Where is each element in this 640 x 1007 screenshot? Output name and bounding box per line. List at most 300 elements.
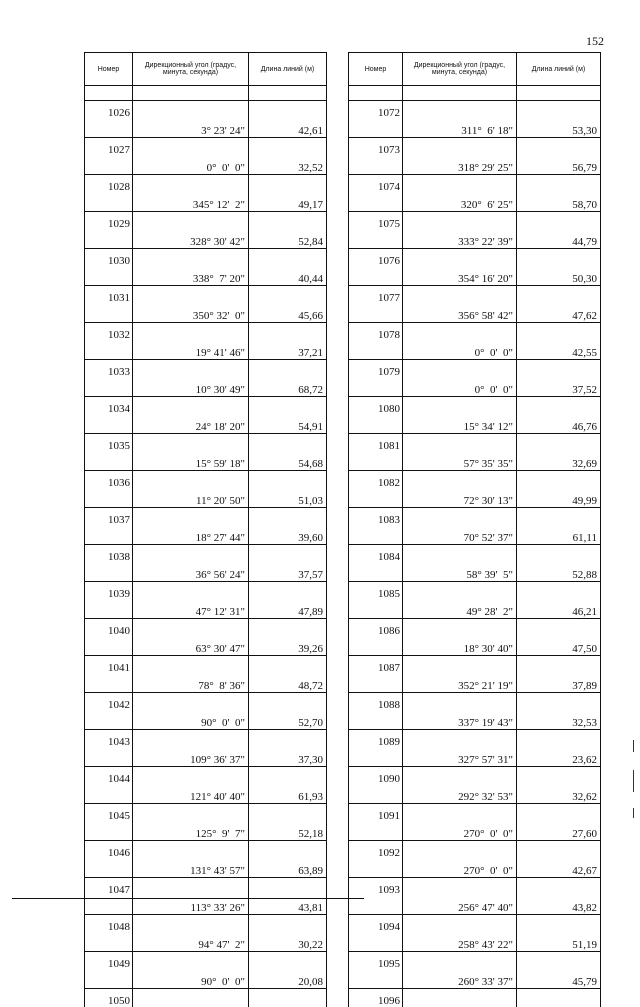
line-row [85, 452, 327, 471]
point-number: 1072 [349, 101, 403, 120]
point-row [85, 175, 327, 194]
empty-cell [403, 619, 517, 638]
point-row [85, 249, 327, 268]
line-length: 54,68 [249, 452, 327, 471]
empty-cell [517, 545, 601, 564]
empty-cell [517, 730, 601, 749]
direction-angle: 260° 33' 37" [403, 970, 517, 989]
empty-cell [85, 637, 133, 656]
point-row [349, 619, 601, 638]
empty-cell [349, 748, 403, 767]
line-row [85, 711, 327, 730]
direction-angle: 270° 0' 0" [403, 822, 517, 841]
direction-angle: 131° 43' 57" [133, 859, 249, 878]
point-row [85, 619, 327, 638]
empty-cell [349, 970, 403, 989]
point-number: 1082 [349, 471, 403, 490]
point-number: 1050 [85, 989, 133, 1007]
point-row [349, 397, 601, 416]
line-row [349, 970, 601, 989]
point-number: 1036 [85, 471, 133, 490]
point-row [85, 915, 327, 934]
scan-edge-mark [633, 808, 634, 818]
direction-angle: 258° 43' 22" [403, 933, 517, 952]
point-number: 1040 [85, 619, 133, 638]
point-row [85, 360, 327, 379]
point-number: 1086 [349, 619, 403, 638]
point-row [349, 323, 601, 342]
point-row [85, 508, 327, 527]
line-length: 32,69 [517, 452, 601, 471]
point-number: 1088 [349, 693, 403, 712]
empty-cell [85, 267, 133, 286]
column-header-number: Номер [85, 53, 133, 86]
line-length: 42,67 [517, 859, 601, 878]
empty-cell [133, 286, 249, 305]
direction-angle: 49° 28' 2" [403, 600, 517, 619]
line-length: 32,62 [517, 785, 601, 804]
spacer-cell [517, 86, 601, 101]
line-row [349, 267, 601, 286]
empty-cell [517, 323, 601, 342]
point-row [349, 730, 601, 749]
line-length: 43,82 [517, 896, 601, 915]
line-length: 52,70 [249, 711, 327, 730]
line-length: 42,55 [517, 341, 601, 360]
point-number: 1096 [349, 989, 403, 1007]
direction-angle: 11° 20' 50" [133, 489, 249, 508]
point-row [85, 693, 327, 712]
direction-angle: 57° 35' 35" [403, 452, 517, 471]
line-row [85, 674, 327, 693]
point-row [349, 952, 601, 971]
empty-cell [133, 619, 249, 638]
line-row [349, 896, 601, 915]
line-length: 37,30 [249, 748, 327, 767]
empty-cell [403, 508, 517, 527]
empty-cell [403, 989, 517, 1007]
empty-cell [349, 563, 403, 582]
empty-cell [85, 193, 133, 212]
line-length: 52,88 [517, 563, 601, 582]
line-row [349, 230, 601, 249]
empty-cell [249, 804, 327, 823]
empty-cell [517, 286, 601, 305]
line-length: 32,52 [249, 156, 327, 175]
point-row [349, 841, 601, 860]
direction-angle: 256° 47' 40" [403, 896, 517, 915]
direction-angle: 47° 12' 31" [133, 600, 249, 619]
empty-cell [249, 286, 327, 305]
empty-cell [349, 489, 403, 508]
empty-cell [249, 767, 327, 786]
line-row [85, 600, 327, 619]
point-row [85, 101, 327, 120]
line-length: 44,79 [517, 230, 601, 249]
point-number: 1078 [349, 323, 403, 342]
empty-cell [249, 101, 327, 120]
empty-cell [517, 508, 601, 527]
point-number: 1037 [85, 508, 133, 527]
line-length: 49,17 [249, 193, 327, 212]
point-row [349, 989, 601, 1007]
empty-cell [517, 397, 601, 416]
empty-cell [249, 323, 327, 342]
empty-cell [133, 397, 249, 416]
empty-cell [517, 175, 601, 194]
page-number: 152 [574, 34, 604, 49]
direction-angle: 90° 0' 0" [133, 970, 249, 989]
line-length: 51,19 [517, 933, 601, 952]
point-row [349, 767, 601, 786]
point-row [85, 952, 327, 971]
direction-angle: 121° 40' 40" [133, 785, 249, 804]
line-length: 37,57 [249, 563, 327, 582]
empty-cell [403, 545, 517, 564]
line-row [85, 637, 327, 656]
column-header-length: Длина линий (м) [517, 53, 601, 86]
point-number: 1089 [349, 730, 403, 749]
direction-angle: 10° 30' 49" [133, 378, 249, 397]
line-length: 37,21 [249, 341, 327, 360]
empty-cell [517, 952, 601, 971]
direction-angle: 337° 19' 43" [403, 711, 517, 730]
empty-cell [249, 730, 327, 749]
point-row [349, 175, 601, 194]
line-length: 45,79 [517, 970, 601, 989]
line-row [85, 489, 327, 508]
point-number: 1077 [349, 286, 403, 305]
empty-cell [249, 471, 327, 490]
line-row [349, 156, 601, 175]
empty-cell [349, 674, 403, 693]
empty-cell [133, 989, 249, 1007]
empty-cell [133, 693, 249, 712]
empty-cell [133, 471, 249, 490]
empty-cell [133, 249, 249, 268]
empty-cell [517, 471, 601, 490]
point-number: 1047 [85, 878, 133, 897]
point-row [349, 508, 601, 527]
line-length: 42,61 [249, 119, 327, 138]
direction-angle: 109° 36' 37" [133, 748, 249, 767]
line-row [349, 193, 601, 212]
line-row [85, 822, 327, 841]
empty-cell [349, 267, 403, 286]
table-body-left [85, 86, 327, 1007]
line-length: 56,79 [517, 156, 601, 175]
empty-cell [133, 138, 249, 157]
line-length: 47,89 [249, 600, 327, 619]
empty-cell [349, 415, 403, 434]
empty-cell [349, 859, 403, 878]
point-row [85, 471, 327, 490]
empty-cell [403, 471, 517, 490]
line-row [349, 489, 601, 508]
point-row [85, 989, 327, 1007]
direction-angle: 333° 22' 39" [403, 230, 517, 249]
empty-cell [403, 175, 517, 194]
empty-cell [249, 656, 327, 675]
empty-cell [403, 952, 517, 971]
spacer-cell [133, 86, 249, 101]
line-row [85, 933, 327, 952]
column-header-length: Длина линий (м) [249, 53, 327, 86]
empty-cell [517, 989, 601, 1007]
empty-cell [133, 915, 249, 934]
direction-angle: 0° 0' 0" [133, 156, 249, 175]
empty-cell [249, 360, 327, 379]
direction-angle: 58° 39' 5" [403, 563, 517, 582]
spacer-row [349, 86, 601, 101]
point-number: 1048 [85, 915, 133, 934]
line-row [349, 859, 601, 878]
point-row [349, 693, 601, 712]
line-row [85, 859, 327, 878]
point-number: 1032 [85, 323, 133, 342]
empty-cell [403, 804, 517, 823]
empty-cell [249, 138, 327, 157]
empty-cell [349, 378, 403, 397]
line-row [349, 785, 601, 804]
empty-cell [85, 526, 133, 545]
direction-angle: 352° 21' 19" [403, 674, 517, 693]
empty-cell [85, 304, 133, 323]
line-length: 48,72 [249, 674, 327, 693]
point-row [85, 878, 327, 897]
empty-cell [85, 674, 133, 693]
point-number: 1085 [349, 582, 403, 601]
line-length: 49,99 [517, 489, 601, 508]
line-row [349, 526, 601, 545]
coordinates-table-right [348, 52, 601, 1007]
point-row [349, 138, 601, 157]
line-row [85, 785, 327, 804]
direction-angle: 270° 0' 0" [403, 859, 517, 878]
point-number: 1083 [349, 508, 403, 527]
direction-angle: 328° 30' 42" [133, 230, 249, 249]
point-number: 1044 [85, 767, 133, 786]
empty-cell [349, 452, 403, 471]
point-row [349, 101, 601, 120]
point-number: 1035 [85, 434, 133, 453]
empty-cell [85, 822, 133, 841]
spacer-row [85, 86, 327, 101]
point-row [85, 545, 327, 564]
point-number: 1093 [349, 878, 403, 897]
empty-cell [85, 600, 133, 619]
empty-cell [133, 323, 249, 342]
empty-cell [133, 434, 249, 453]
empty-cell [249, 582, 327, 601]
empty-cell [349, 341, 403, 360]
point-row [85, 767, 327, 786]
empty-cell [85, 711, 133, 730]
table-header-row [85, 53, 327, 86]
empty-cell [517, 249, 601, 268]
point-row [85, 434, 327, 453]
line-length: 47,62 [517, 304, 601, 323]
line-row [85, 156, 327, 175]
line-row [85, 378, 327, 397]
direction-angle: 338° 7' 20" [133, 267, 249, 286]
empty-cell [517, 878, 601, 897]
empty-cell [249, 619, 327, 638]
line-row [85, 563, 327, 582]
empty-cell [249, 989, 327, 1007]
point-number: 1038 [85, 545, 133, 564]
direction-angle: 90° 0' 0" [133, 711, 249, 730]
direction-angle: 125° 9' 7" [133, 822, 249, 841]
point-row [85, 397, 327, 416]
empty-cell [403, 841, 517, 860]
empty-cell [349, 304, 403, 323]
empty-cell [349, 822, 403, 841]
line-length: 30,22 [249, 933, 327, 952]
empty-cell [133, 101, 249, 120]
point-row [349, 804, 601, 823]
line-row [85, 119, 327, 138]
empty-cell [133, 582, 249, 601]
empty-cell [85, 563, 133, 582]
direction-angle: 19° 41' 46" [133, 341, 249, 360]
empty-cell [133, 212, 249, 231]
point-number: 1073 [349, 138, 403, 157]
point-row [349, 915, 601, 934]
line-length: 54,91 [249, 415, 327, 434]
empty-cell [133, 878, 249, 897]
line-row [349, 563, 601, 582]
point-number: 1027 [85, 138, 133, 157]
empty-cell [85, 156, 133, 175]
point-row [349, 286, 601, 305]
line-length: 27,60 [517, 822, 601, 841]
point-number: 1033 [85, 360, 133, 379]
line-row [85, 267, 327, 286]
line-row [85, 230, 327, 249]
point-number: 1049 [85, 952, 133, 971]
line-length: 32,53 [517, 711, 601, 730]
point-row [349, 434, 601, 453]
empty-cell [85, 341, 133, 360]
point-row [349, 471, 601, 490]
line-length: 51,03 [249, 489, 327, 508]
direction-angle: 18° 27' 44" [133, 526, 249, 545]
empty-cell [85, 785, 133, 804]
coordinates-table-left [84, 52, 327, 1007]
spacer-cell [349, 86, 403, 101]
line-row [349, 452, 601, 471]
point-row [349, 249, 601, 268]
line-row [349, 711, 601, 730]
line-length: 58,70 [517, 193, 601, 212]
line-row [85, 415, 327, 434]
point-number: 1076 [349, 249, 403, 268]
empty-cell [85, 933, 133, 952]
empty-cell [403, 434, 517, 453]
empty-cell [85, 415, 133, 434]
line-length: 46,76 [517, 415, 601, 434]
scan-edge-mark [633, 770, 634, 792]
empty-cell [133, 952, 249, 971]
direction-angle: 36° 56' 24" [133, 563, 249, 582]
point-number: 1034 [85, 397, 133, 416]
spacer-cell [403, 86, 517, 101]
empty-cell [517, 656, 601, 675]
direction-angle: 0° 0' 0" [403, 378, 517, 397]
empty-cell [349, 193, 403, 212]
empty-cell [249, 249, 327, 268]
empty-cell [517, 619, 601, 638]
line-row [85, 304, 327, 323]
direction-angle: 0° 0' 0" [403, 341, 517, 360]
empty-cell [403, 397, 517, 416]
point-row [349, 656, 601, 675]
line-row [349, 933, 601, 952]
direction-angle: 70° 52' 37" [403, 526, 517, 545]
empty-cell [249, 878, 327, 897]
line-length: 43,81 [249, 896, 327, 915]
empty-cell [517, 582, 601, 601]
empty-cell [403, 323, 517, 342]
line-row [349, 415, 601, 434]
empty-cell [517, 915, 601, 934]
line-length: 68,72 [249, 378, 327, 397]
direction-angle: 15° 59' 18" [133, 452, 249, 471]
empty-cell [403, 101, 517, 120]
point-row [349, 545, 601, 564]
point-row [349, 360, 601, 379]
empty-cell [85, 378, 133, 397]
direction-angle: 354° 16' 20" [403, 267, 517, 286]
empty-cell [349, 933, 403, 952]
point-number: 1095 [349, 952, 403, 971]
empty-cell [133, 841, 249, 860]
empty-cell [133, 360, 249, 379]
line-length: 61,93 [249, 785, 327, 804]
direction-angle: 350° 32' 0" [133, 304, 249, 323]
point-row [85, 804, 327, 823]
direction-angle: 292° 32' 53" [403, 785, 517, 804]
empty-cell [517, 360, 601, 379]
line-length: 40,44 [249, 267, 327, 286]
line-row [349, 378, 601, 397]
empty-cell [517, 767, 601, 786]
line-length: 50,30 [517, 267, 601, 286]
point-row [349, 878, 601, 897]
line-row [85, 748, 327, 767]
point-number: 1081 [349, 434, 403, 453]
line-length: 53,30 [517, 119, 601, 138]
line-length: 61,11 [517, 526, 601, 545]
direction-angle: 15° 34' 12" [403, 415, 517, 434]
line-length: 63,89 [249, 859, 327, 878]
line-length: 45,66 [249, 304, 327, 323]
direction-angle: 113° 33' 26" [133, 896, 249, 915]
point-number: 1045 [85, 804, 133, 823]
point-number: 1087 [349, 656, 403, 675]
empty-cell [403, 915, 517, 934]
point-row [349, 582, 601, 601]
line-row [85, 526, 327, 545]
empty-cell [517, 101, 601, 120]
point-row [85, 212, 327, 231]
point-number: 1031 [85, 286, 133, 305]
point-number: 1074 [349, 175, 403, 194]
line-length: 39,60 [249, 526, 327, 545]
line-row [85, 341, 327, 360]
empty-cell [403, 360, 517, 379]
